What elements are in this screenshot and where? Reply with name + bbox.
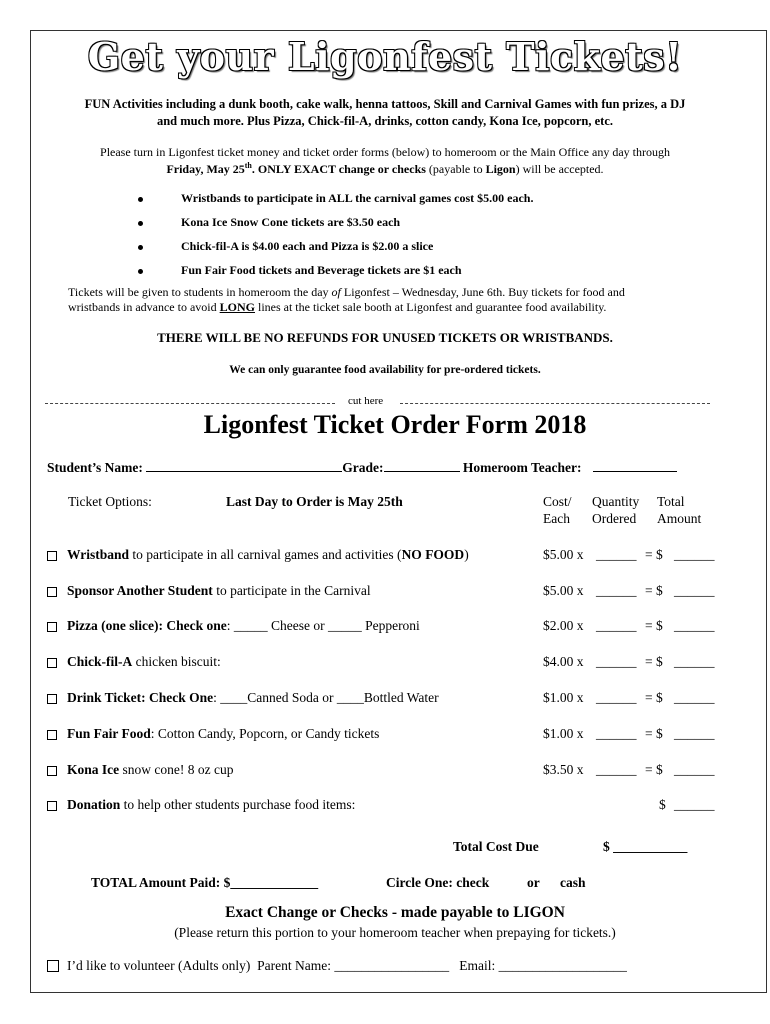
item-quantity-field[interactable]: ______ <box>596 547 637 562</box>
item-label <box>67 726 379 742</box>
item-equals: $ <box>659 797 666 812</box>
item-label-part: ) <box>464 547 469 562</box>
item-equals: = $ <box>645 583 663 598</box>
instructions-ligon: Ligon <box>485 162 516 176</box>
instructions-line-1: Please turn in Ligonfest ticket money and ticket order forms (below) to homeroom or the Main Office any day through <box>100 145 670 159</box>
bullet-dot <box>138 221 143 226</box>
item-equals: = $ <box>645 762 663 777</box>
homeroom-teacher-field[interactable] <box>593 457 677 472</box>
item-equals: = $ <box>645 654 663 669</box>
col-qty-header: Quantity <box>592 494 640 509</box>
item-price: $3.50 x <box>543 762 584 777</box>
item-label-part: Pizza (one slice): Check one <box>67 618 227 633</box>
bullet-dot <box>138 245 143 250</box>
tickets-info-long: LONG <box>219 300 255 314</box>
item-label-part: snow cone! 8 oz cup <box>119 762 234 777</box>
total-cost-label: Total Cost Due <box>453 839 539 854</box>
last-day-note: Last Day to Order is May 25th <box>226 494 403 509</box>
item-label-part: Donation <box>67 797 121 812</box>
item-amount-field[interactable]: ______ <box>674 762 715 777</box>
item-label-part: chicken biscuit: <box>132 654 221 669</box>
tickets-info-text: lines at the ticket sale booth at Ligonfest and guarantee food availability. <box>254 300 607 314</box>
item-checkbox[interactable] <box>47 551 57 561</box>
circle-one-label: Circle One: check <box>386 875 490 890</box>
item-label-part: : _____ Cheese or _____ Pepperoni <box>226 618 420 633</box>
item-label-part: Chick-fil-A <box>67 654 133 669</box>
item-checkbox[interactable] <box>47 587 57 597</box>
student-name-label: Student’s Name: <box>47 460 143 475</box>
item-amount-field[interactable]: ______ <box>674 654 715 669</box>
item-label <box>67 690 439 706</box>
item-amount-field[interactable]: ______ <box>674 797 715 812</box>
return-note: (Please return this portion to your homeroom teacher when prepaying for tickets.) <box>174 925 616 940</box>
tickets-info-text: wristbands in advance to avoid <box>68 300 220 314</box>
email-field[interactable]: ___________________ <box>498 958 627 973</box>
item-amount-field[interactable]: ______ <box>674 690 715 705</box>
item-checkbox[interactable] <box>47 730 57 740</box>
item-equals: = $ <box>645 547 663 562</box>
item-label <box>67 547 469 563</box>
item-label-part: to participate in the Carnival <box>212 583 371 598</box>
col-total-header-2: Amount <box>657 511 702 526</box>
bullet-item: Fun Fair Food tickets and Beverage tickets are $1 each <box>181 263 462 277</box>
instructions-mid: (payable to <box>425 162 486 176</box>
payment-or: or <box>527 875 540 890</box>
col-qty-header-2: Ordered <box>592 511 637 526</box>
tickets-info-text: Tickets will be given to students in homeroom the day <box>68 285 332 299</box>
item-checkbox[interactable] <box>47 658 57 668</box>
tickets-info-line-2 <box>68 300 606 315</box>
item-label-part: Wristband <box>67 547 130 562</box>
instructions-exact: . ONLY EXACT change or checks <box>251 162 426 176</box>
guarantee-notice: We can only guarantee food availability for pre-ordered tickets. <box>229 364 541 376</box>
bullet-item: Chick-fil-A is $4.00 each and Pizza is $2.00 a slice <box>181 239 434 253</box>
item-label-part: Fun Fair Food <box>67 726 151 741</box>
col-total-header: Total <box>657 494 685 509</box>
item-label-part: : Cotton Candy, Popcorn, or Candy tickets <box>150 726 380 741</box>
item-label-part: : ____Canned Soda or ____Bottled Water <box>213 690 439 705</box>
item-equals: = $ <box>645 618 663 633</box>
cut-here-label: cut here <box>348 395 384 407</box>
parent-name-field[interactable]: _________________ <box>334 958 450 973</box>
item-checkbox[interactable] <box>47 622 57 632</box>
item-equals: = $ <box>645 690 663 705</box>
grade-label: Grade: <box>342 460 384 475</box>
item-label <box>67 797 355 813</box>
volunteer-checkbox[interactable] <box>47 960 59 972</box>
item-amount-field[interactable]: ______ <box>674 547 715 562</box>
item-price: $5.00 x <box>543 547 584 562</box>
total-paid-row <box>91 875 318 891</box>
ticket-options-label: Ticket Options: <box>68 494 152 509</box>
bullet-dot <box>138 197 143 202</box>
cut-dash-right <box>400 403 710 404</box>
student-info-row <box>47 457 677 476</box>
student-name-field[interactable] <box>146 457 342 472</box>
form-title: Ligonfest Ticket Order Form 2018 <box>203 410 587 439</box>
email-label: Email: <box>459 958 496 973</box>
item-price: $5.00 x <box>543 583 584 598</box>
item-quantity-field[interactable]: ______ <box>596 618 637 633</box>
item-label-part: to participate in all carnival games and activities ( <box>129 547 402 562</box>
item-price: $1.00 x <box>543 690 584 705</box>
homeroom-label: Homeroom Teacher: <box>462 460 582 475</box>
payment-cash[interactable]: cash <box>560 875 586 890</box>
cut-line <box>45 397 710 409</box>
item-checkbox[interactable] <box>47 801 57 811</box>
parent-name-label: Parent Name: <box>257 958 331 973</box>
exact-change-notice: Exact Change or Checks - made payable to LIGON <box>225 904 565 921</box>
total-paid-field[interactable]: _____________ <box>230 875 319 890</box>
item-label-part: Kona Ice <box>67 762 120 777</box>
instructions-end: ) will be accepted. <box>515 162 604 176</box>
instructions-date-sup: th <box>244 161 252 170</box>
instructions-date: Friday, May 25 <box>166 162 245 176</box>
no-refunds-notice: THERE WILL BE NO REFUNDS FOR UNUSED TICKETS OR WRISTBANDS. <box>157 330 613 345</box>
item-amount-field[interactable]: ______ <box>674 583 715 598</box>
intro-line-1: FUN Activities including a dunk booth, cake walk, henna tattoos, Skill and Carnival Games with fun prizes, a DJ <box>84 97 686 111</box>
item-label-part: Sponsor Another Student <box>67 583 213 598</box>
item-price: $1.00 x <box>543 726 584 741</box>
item-quantity-field[interactable]: ______ <box>596 726 637 741</box>
item-label-part: NO FOOD <box>401 547 465 562</box>
item-amount-field[interactable]: ______ <box>674 726 715 741</box>
grade-field[interactable] <box>384 457 460 472</box>
col-cost-header: Cost/ <box>543 494 572 509</box>
item-label <box>67 762 233 778</box>
item-label-part: Drink Ticket: Check One <box>67 690 214 705</box>
item-checkbox[interactable] <box>47 694 57 704</box>
item-quantity-field[interactable]: ______ <box>596 583 637 598</box>
item-label <box>67 618 420 634</box>
item-label-part: to help other students purchase food items: <box>120 797 356 812</box>
bullet-item: Kona Ice Snow Cone tickets are $3.50 each <box>181 215 401 229</box>
cut-dash-left <box>45 403 335 404</box>
total-paid-label: TOTAL Amount Paid: $ <box>91 875 231 890</box>
flyer-title: Get your Ligonfest Tickets! <box>87 34 683 79</box>
item-price: $2.00 x <box>543 618 584 633</box>
item-quantity-field[interactable]: ______ <box>596 762 637 777</box>
intro-line-2: and much more. Plus Pizza, Chick-fil-A, drinks, cotton candy, Kona Ice, popcorn, etc. <box>156 114 614 128</box>
col-cost-header-2: Each <box>543 511 570 526</box>
total-cost-field[interactable]: $ ___________ <box>603 839 688 854</box>
item-label <box>67 583 371 599</box>
item-equals: = $ <box>645 726 663 741</box>
item-label <box>67 654 221 670</box>
volunteer-label: I’d like to volunteer (Adults only) <box>67 958 251 973</box>
volunteer-row <box>67 958 627 974</box>
instructions-line-2 <box>0 161 770 177</box>
tickets-info-line-1 <box>68 285 625 300</box>
tickets-info-of: of <box>331 285 341 299</box>
bullet-item: Wristbands to participate in ALL the carnival games cost $5.00 each. <box>181 191 534 205</box>
item-quantity-field[interactable]: ______ <box>596 654 637 669</box>
item-amount-field[interactable]: ______ <box>674 618 715 633</box>
bullet-dot <box>138 269 143 274</box>
item-quantity-field[interactable]: ______ <box>596 690 637 705</box>
item-price: $4.00 x <box>543 654 584 669</box>
item-checkbox[interactable] <box>47 766 57 776</box>
tickets-info-text: Ligonfest – Wednesday, June 6th. Buy tickets for food and <box>340 285 625 299</box>
